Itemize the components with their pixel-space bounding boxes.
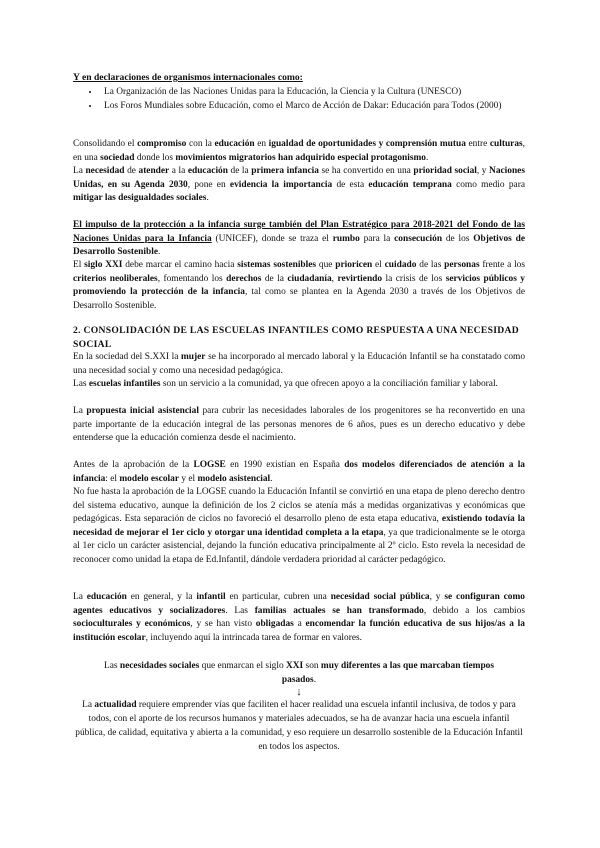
arrow-down-icon: ↓ [296,686,302,698]
bold-text: movimientos migratorios han adquirido especial protagonismo [175,152,426,163]
paragraph [73,591,525,645]
text-run: se ha incorporado al mercado laboral y la Educación Infantil se ha constatado como una necesidad social y como una necesidad pedagógica. [73,352,526,376]
text-run: de las [416,260,445,270]
bold-text: ciudadanía [287,273,332,284]
paragraph [73,351,525,378]
bold-text: culturas [489,139,523,149]
text-run: para cubrir las necesidades laborales de los progenitores se ha reconvertido en una parte importante de la educación integral de las personas menores de 6 años, pues es un derecho educativo y debe entenderse que la educación comienza desde el nacimiento. [73,406,525,443]
paragraph-unicef [73,219,525,260]
bold-text: mitigar las desigualdades sociales [73,193,207,203]
text-run: En la sociedad del S.XXI la [73,352,181,362]
intl-list [88,86,537,113]
text-run: . [206,193,209,203]
bold-text: encomendar la función educativa de sus hijos/as a la institución escolar [73,619,525,643]
text-run: , y [476,166,490,176]
bold-text: educación [86,592,127,602]
text-run: , incluyendo aquí la intrincada tarea de formar en valores. [145,632,362,643]
bold-text: derechos [226,273,262,284]
text-run: . Las [225,605,255,616]
bold-text: necesidades sociales [119,661,200,671]
bold-text: consecución [394,233,443,244]
centered-statement [73,698,525,754]
bold-text: criterios neoliberales [73,273,158,284]
bold-text: revirtiendo [337,273,383,284]
bold-text: existiendo todavía la necesidad de mejorar el 1er ciclo y otorgar una identidad completa a la etapa [73,514,525,538]
text-run: de los [442,233,474,244]
text-run: Antes de la aprobación de la [73,460,194,470]
bold-text: prioricen [335,260,373,270]
text-run: en [254,139,269,149]
text-run: Consolidando el [73,139,138,149]
text-run: , y se han visto [190,619,256,629]
text-run: El [73,260,85,270]
text-run: que [316,260,336,270]
text-run: La [73,406,87,416]
text-run: frente a los [479,260,526,270]
bold-text: cuidado [384,260,417,270]
text-run: la crisis de los [382,273,446,284]
list-item: • Los Foros Mundiales sobre Educación, como el Marco de Acción de Dakar: Educación para Todos (2000) [100,100,537,114]
text-run: de [124,166,139,176]
text-run: Las [73,379,89,389]
text-run: . [270,473,273,484]
text-run: La [73,166,86,176]
paragraph [73,459,525,486]
text-run: de esta [332,179,369,190]
paragraph [73,405,525,446]
intl-heading: Y en declaraciones de organismos internacionales como: [73,72,303,83]
bold-text: educación [187,166,228,176]
bold-text: Objetivos de Desarrollo Sostenible [73,233,525,257]
bold-text: igualdad de oportunidades y comprensión mutua [268,139,466,149]
text-run: entre [465,139,490,149]
bold-text: propuesta inicial asistencial [86,406,199,416]
bold-text: educación temprana [368,179,452,190]
text-run: de la [227,166,252,176]
text-run: . [157,247,161,257]
bold-text: evidencia la importancia [229,179,333,190]
bold-text: actualidad [94,700,137,710]
text-run: en particular, cubren una [225,592,331,602]
text-run: y el [178,473,198,484]
paragraph [73,486,525,567]
bold-text: prioridad social [413,166,477,176]
text-run: , pone en [187,179,230,190]
bold-text: educación [214,139,255,149]
text-run: a la [169,166,188,176]
bold-text: mujer [181,352,206,362]
text-run: . [313,675,317,685]
bold-text: escuelas infantiles [88,379,161,389]
bold-text: atender [138,166,170,176]
paragraph [73,138,525,165]
text-run: donde los [134,152,176,163]
bold-text: necesidad social pública [330,592,430,602]
text-run: son un servicio a la comunidad, ya que ofrecen apoyo a la conciliación familiar y laboral. [160,379,498,389]
text-run: , debido a los cambios [423,605,525,616]
bold-text: infantil [196,592,226,602]
bold-text: modelo escolar [119,473,179,484]
text-run: que enmarcan el siglo [199,661,286,671]
text-run: Las [103,661,120,671]
text-run: con la [186,139,215,149]
text-run: , [331,273,338,284]
bold-text: necesidad [85,166,125,176]
section-heading: 2. CONSOLIDACIÓN DE LAS ESCUELAS INFANTILES COMO RESPUESTA A UNA NECESIDAD SOCIAL [73,325,519,350]
text-run: en general, y la [126,592,197,602]
bold-text: XXI [286,661,304,671]
bold-text: dos modelos diferenciados de atención a la infancia [73,460,525,484]
text-run: el [372,260,385,270]
text-run: debe marcar el camino hacia [122,260,238,270]
unicef-underlined: El impulso de la protección a la infancia surge también del Plan Estratégico para 2018-2021 del Fondo de las Naciones Unidas para la Infancia [73,220,525,244]
text-run: son [303,661,321,671]
text-run: No fue hasta la aprobación de la LOGSE cuando la Educación Infantil se convirtió en una etapa de pleno derecho dentro del sistema educativo, aunque la definición de los 2 ciclos se atenía más a medidas organizativas y económicas que pedagógicas. Esta separación de ciclos no favoreció el desarrollo pleno de esta etapa educativa, [73,487,525,524]
paragraph [73,259,525,313]
bold-text: socioculturales y económicos [73,619,191,629]
text-run: La [82,700,95,710]
bold-text: rumbo [332,233,360,244]
bold-text: compromiso [137,139,187,149]
bold-text: siglo XXI [84,260,123,270]
text-run: . [425,152,429,163]
bold-text: familias actuales se han transformado [254,605,424,616]
text-run: como medio para [451,179,525,190]
text-run: a [293,619,306,629]
bold-text: obligadas [255,619,294,629]
bold-text: se configuran como agentes educativos y socializadores [73,592,525,616]
centered-statement [73,659,525,687]
paragraph [73,165,525,206]
bold-text: modelo asistencial [197,473,271,484]
paragraph [73,378,525,392]
text-run: (UNICEF), donde se traza el [211,233,333,244]
text-run: La [73,592,87,602]
bold-text: sociedad [100,152,135,163]
text-run: : el [105,473,120,484]
text-run: , ya que tradicionalmente se le otorga al 1er ciclo un carácter asistencial, dejando la función educativa principalmente al 2º ciclo. Esto revela la necesidad de reconocer como unidad la etapa de Ed.Infantil, dándole verdadera prioridad al carácter pedagógico. [73,527,525,565]
text-run: , tal como se plantea en la Agenda 2030 a través de los Objetivos de Desarrollo Sostenible. [73,287,526,311]
text-run: requiere emprender vías que faciliten el hacer realidad una escuela infantil inclusiva, de todos y para todos, con el aporte de los recursos humanos y materiales adecuados, se ha de avanzar hacia una escuela infantil pública, de calidad, equitativa y abierta a la comunidad, y eso requiere un desarrollo sostenible de la Educación Infantil en todos los aspectos. [75,700,523,752]
bold-text: LOGSE [193,460,226,470]
bold-text: servicios públicos y promoviendo la protección de la infancia [73,273,525,297]
bold-text: Naciones Unidas, en su Agenda 2030 [73,166,525,190]
bold-text: personas [444,260,480,270]
text-run: , y [429,592,445,602]
bold-text: primera infancia [251,166,319,176]
text-run: para la [359,233,395,244]
text-run: se ha convertido en una [318,166,414,176]
bold-text: muy diferentes a las que marcaban tiempos pasados [281,661,495,685]
text-run: de la [261,273,288,284]
text-run: , fomentando los [157,273,227,284]
text-run: en 1990 existían en España [225,460,345,470]
bold-text: sistemas sostenibles [237,260,317,270]
list-item: • La Organización de las Naciones Unidas para la Educación, la Ciencia y la Cultura (UNESCO) [100,86,537,100]
text-run: , en una [73,139,525,163]
